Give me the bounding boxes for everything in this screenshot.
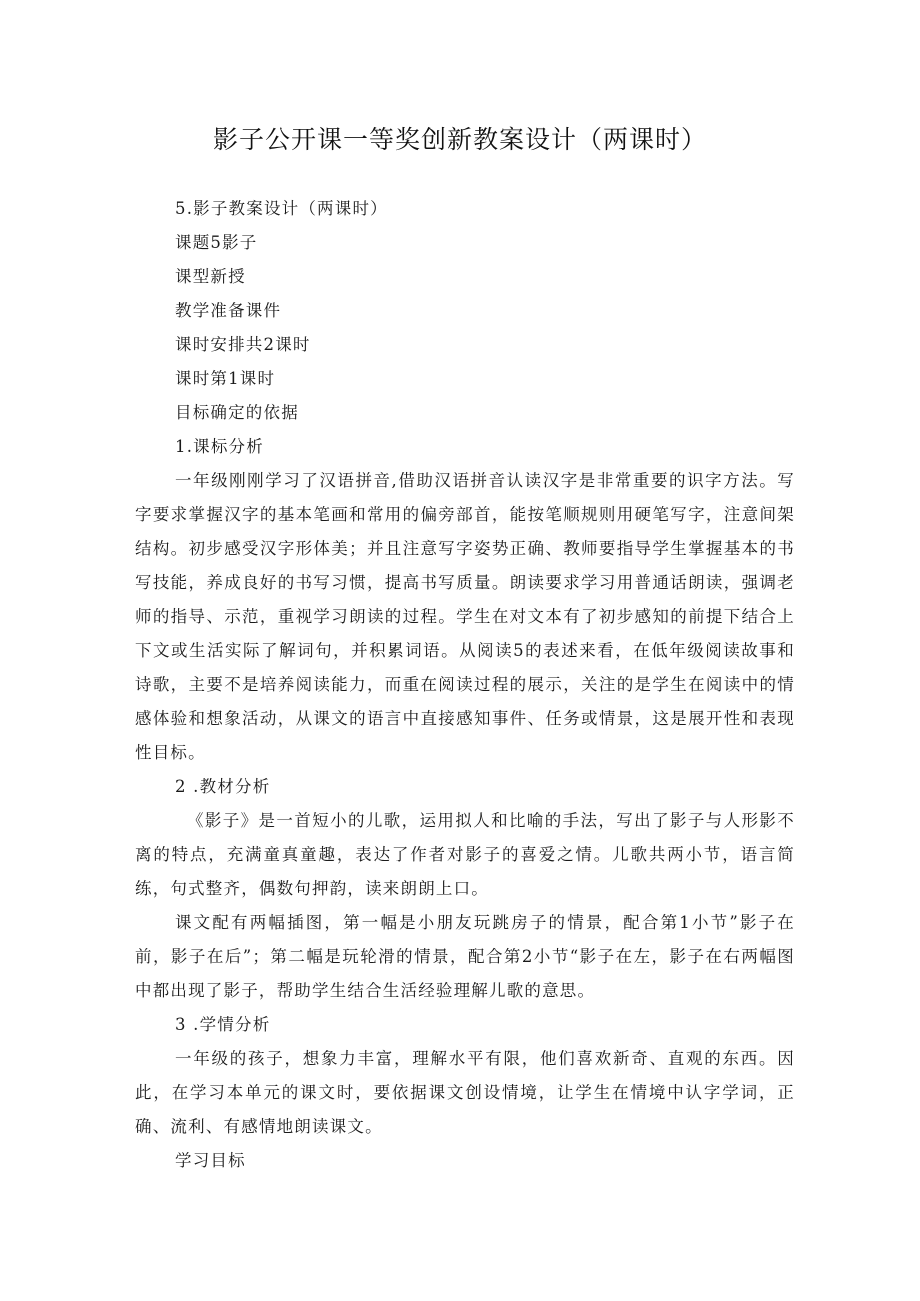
lesson-type: 课型新授 <box>175 267 246 286</box>
lesson-topic: 课题5影子 <box>175 233 258 252</box>
curriculum-analysis-paragraph: 一年级刚刚学习了汉语拼音,借助汉语拼音认读汉字是非常重要的识字方法。写字要求掌握汉字的基本笔画和常用的偏旁部首，能按笔顺规则用硬笔写字，注意间架结构。初步感受汉字形体美；并且注意写字姿势正确、教师要指导学生掌握基本的书写技能，养成良好的书写习惯，提高书写质量。朗读要求学习用普通话朗读，强调老师的指导、示范，重视学习朗读的过程。学生在对文本有了初步感知的前提下结合上下文或生活实际了解词句，并积累词语。从阅读5的表述来看，在低年级阅读故事和诗歌，主要不是培养阅读能力，而重在阅读过程的展示，关注的是学生在阅读中的情感体验和想象活动，从课文的语言中直接感知事件、任务或情景，这是展开性和表现性目标。 <box>135 471 795 762</box>
textbook-analysis-heading: 2 .教材分析 <box>175 777 271 796</box>
student-analysis-paragraph: 一年级的孩子，想象力丰富，理解水平有限，他们喜欢新奇、直观的东西。因此，在学习本单元的课文时，要依据课文创设情境，让学生在情境中认字学词，正确、流利、有感情地朗读课文。 <box>135 1049 795 1136</box>
current-lesson: 课时第1课时 <box>175 369 276 388</box>
goal-basis-heading: 目标确定的依据 <box>175 403 299 422</box>
lesson-schedule: 课时安排共2课时 <box>175 335 311 354</box>
textbook-analysis-paragraph-1: 《影子》是一首短小的儿歌，运用拟人和比喻的手法，写出了影子与人形影不离的特点，充满童真童趣，表达了作者对影子的喜爱之情。儿歌共两小节，语言简练，句式整齐，偶数句押韵，读来朗朗上口。 <box>135 811 795 898</box>
section-heading-lesson-plan: 5.影子教案设计（两课时） <box>175 199 388 218</box>
teaching-preparation: 教学准备课件 <box>175 301 282 320</box>
learning-goals-heading: 学习目标 <box>175 1151 246 1170</box>
curriculum-analysis-heading: 1.课标分析 <box>175 437 264 456</box>
document-body <box>135 192 795 1178</box>
student-analysis-heading: 3 .学情分析 <box>175 1015 271 1034</box>
document-title: 影子公开课一等奖创新教案设计（两课时） <box>212 125 707 154</box>
textbook-analysis-paragraph-2: 课文配有两幅插图，第一幅是小朋友玩跳房子的情景，配合第1小节”影子在前，影子在后”；第二幅是玩轮滑的情景，配合第2小节“影子在左，影子在右两幅图中都出现了影子，帮助学生结合生活经验理解儿歌的意思。 <box>135 913 795 1000</box>
